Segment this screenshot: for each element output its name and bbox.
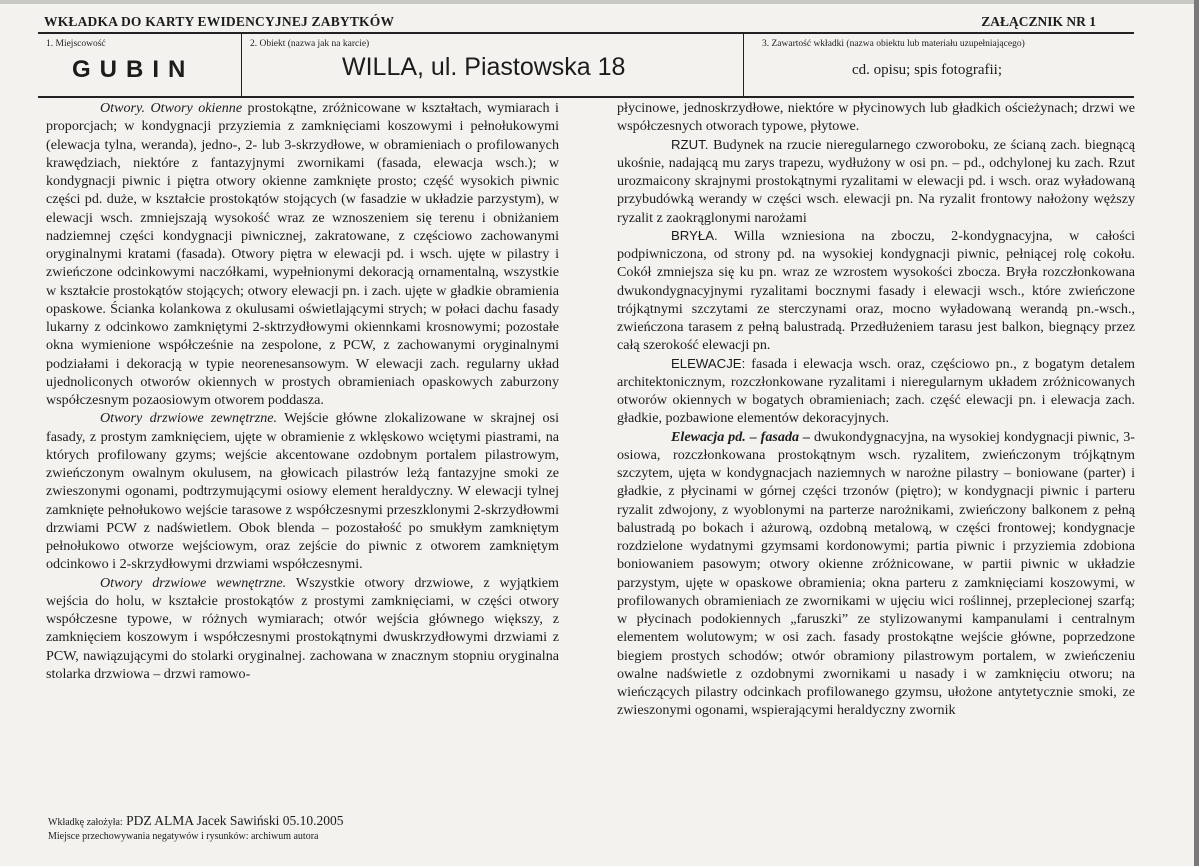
paragraph-lead: Otwory. [100, 100, 146, 116]
field-value: GUBIN [72, 56, 195, 83]
paragraph-lead: Elewacja pd. – fasada – [671, 428, 811, 445]
paragraph-text: Budynek na rzucie nieregularnego czworoboku, ze ścianą zach. biegnącą ukośnie, nadającą mu zarys trapezu, wydłużony w osi pn. – pd., odchylonej ku zach. Rzut urozmaicony skrajnymi prostokątnymi ryzalitami w elewacji pd. i wsch. oraz wyładowaną przybudówką werandy w części wsch. elewacji pn. Na ryzalit frontowy nałożony węższy ryzalit z zaokrąglonymi narożami [617, 136, 1135, 226]
left-column [46, 99, 559, 683]
field-label: 1. Miejscowość [46, 39, 106, 49]
right-column [617, 99, 1135, 720]
paragraph-text: fasada i elewacja wsch. oraz, częściowo pn., z bogatym detalem architektonicznym, rozczłonkowane ryzalitami i nieregularnym układem zróżnicowanych otworów okiennych w bogatych obramieniach; zach. część elewacji pn. i elewacja zach. gładkie, pozbawione elementów dekoracyjnych. [617, 355, 1135, 427]
paragraph-text: Willa wzniesiona na zboczu, 2-kondygnacyjna, w całości podpiwniczona, od strony pd. na wysokiej kondygnacji piwnic, pełniącej rolę cokołu. Cokół zmniejsza się ku pn. wraz ze wzrostem wysokości zbocza. Bryła rozczłonkowana dwukondygnacyjnymi ryzalitami bocznymi fasady i elewacji wsch., które zwieńczone trójkątnymi szczytami ze sterczynami oraz, mocno wyładowaną werandą pn.-wsch., zwieńczona tarasem z pełną balustradą. Przedłużeniem tarasu jest balkon, biegnący przez całą szerokość elewacji pn. [617, 227, 1135, 354]
footer-author-label: Wkładkę założyła: [48, 817, 123, 828]
footer-author [48, 813, 344, 829]
paragraph-rzut [617, 136, 1135, 227]
header [44, 14, 1096, 32]
paragraph-drzwi-wewnetrzne [46, 574, 559, 684]
paragraph-lead: Otwory drzwiowe wewnętrzne. [100, 574, 287, 591]
paragraph-lead: BRYŁA. [671, 227, 718, 243]
paragraph-text: prostokątne, zróżnicowane w kształtach, wymiarach i proporcjach; w kondygnacji przyziemia z zamknięciami koszowymi i pełnołukowymi (elewacja tylna, weranda), jedno-, 2- lub 3-skrzydłowe, w obramieniach o profilowanych krawędziach, niektóre z fantazyjnymi zwornikami (fasada, elewacja wsch.); w kondygnacji piwnic i piętra otwory okienne zamknięte prosto; część wysokich piwnic części pd. duże, w kształcie prostokątów stojących (w fasadzie w układzie parzystym), w elewacji wsch. zmniejszają wysokość wraz ze wznoszeniem się terenu i obniżaniem nadziemnej części kondygnacji piwnicznej, zakratowane, z częściowo zachowanymi oryginalnymi kratami (fasada). Otwory piętra w elewacji pd. i wsch. ujęte w pilastry i zwieńczone odcinkowymi naczółkami, wypełnionymi dekoracją ornamentalną, wszystkie w kształcie prostokątów stojących; otwory elewacji pn. i zach. ujęte w gładkie obramienia opaskowe. Ścianka kolankowa z okulusami oświetlającymi strych; w połaci dachu fasady lukarny z odcinkowo zamkniętymi 2-sktrzydłowymi okiennkami krosnowymi; pozostałe okna wymienione współcześnie na zespolone, z PCW, z zachowanymi oryginalnymi podziałami i dekoracją w typie neorenesansowym. W elewacji zach. regularny układ ujednoliconych otworów okiennych w prostych obramieniach opaskowych zaburzony współczesnym pozaosiowym otworem poddasza. [46, 100, 559, 408]
paragraph-continuation [617, 99, 1135, 136]
paragraph-lead: ELEWACJE: [671, 355, 746, 371]
paragraph-text: dwukondygnacyjna, na wysokiej kondygnacji piwnic, 3-osiowa, rozczłonkowana prostokątnym wsch. ryzalitem, zwieńczonym trójkątnym szczytem, ujęta w kondygnacjach naziemnych w narożne pilastry – boniowane (parter) i gładkie, z płycinami w górnej części trzonów (piętro); w kondygnacji piwnic i parteru ryzalit zdwojony, z wyoblonymi na parterze narożnikami, zwieńczony balkonem z pełną balustradą po bokach i ażurową, ozdobną metalową, w części frontowej; kondygnacje rozdzielone wydatnymi gzymsami kordonowymi; partia piwnic i przyziemia zdobiona boniowaniem pasowym; otwory okienne zróżnicowane, w partii piwnic w układzie parzystym, ujęte w opaskowe obramienia; okna parteru z zamknięciami koszowymi, w profilowanych obramieniach ze zwornikami w ujęciu wici roślinnej, przeplecionej szarfą; w płycinach podokiennych „faruszki” ze stylizowanymi kampanulami i centralnym elementem wolutowym; w osi zach. fasady prostokątne wejście główne, poprzedzone biegiem prostych schodów; otwór obramiony pilastrowym portalem, w zwieńczeniu owalne nadświetle z ozdobnymi zwornikami u nasady i w zamknięciu otworu; na wieńczących pilastry odcinkach profilowanego gzymsu, ułożone antytetycznie smoki, ze zwieszonymi ogonami, wspierającymi heraldyczny zwornik [617, 428, 1135, 719]
paragraph-text: Wszystkie otwory drzwiowe, z wyjątkiem wejścia do holu, w kształcie prostokątów z prostymi zamknięciami, w części otwory współczesne typowe, w różnych wymiarach; otwór wejścia głównego większy, z zamknięciem koszowym i współczesnymi prostokątnymi dwuskrzydłowymi drzwiami z PCW, nawiązującymi do stolarki oryginalnej. zachowana w znacznym stopniu oryginalna stolarka drzwiowa – drzwi ramowo- [46, 574, 559, 682]
paragraph-drzwi-zewnetrzne [46, 409, 559, 573]
paragraph-lead: Otwory okienne [150, 100, 243, 116]
paragraph-text: Wejście główne zlokalizowane w skrajnej osi fasady, z prostym zamknięciem, ujęte w obramienie z wklęskowo wciętymi piastrami, na których profilowany gzyms; wejście akcentowane ozdobnym portalem pilastrowym, zwieńczonym owalnym okulusem, na głowicach pilastrów leżą fantazyjne smoki ze zwieszonymi ogonami, podtrzymującymi osiowy element heraldyczny. W elewacji tylnej zamknięte pełnołukowo wejście tarasowe z współczesnymi przeszklonymi 2-skrzydłowmi drzwiami PCW z nadświetlem. Obok blenda – pozostałość po smukłym zamkniętym pełnołukowo otworze wejściowym, oraz zejście do piwnic z otworem zamkniętym odcinkowo i 2-skrzydłowymi drzwiami współczesnymi. [46, 410, 559, 573]
footer-storage: Miejsce przechowywania negatywów i rysunków: archiwum autora [48, 831, 319, 842]
paragraph-bryla [617, 227, 1135, 355]
paragraph-text: płycinowe, jednoskrzydłowe, niektóre w płycinowych lub gładkich ościeżynach; drzwi we współczesnych otworach typowe, płytowe. [617, 100, 1135, 135]
document-title: WKŁADKA DO KARTY EWIDENCYJNEJ ZABYTKÓW [44, 14, 395, 29]
paragraph-lead: RZUT. [671, 136, 709, 152]
scan-edge-right [1194, 0, 1199, 866]
field-value: cd. opisu; spis fotografii; [852, 62, 1002, 78]
field-label: 2. Obiekt (nazwa jak na karcie) [250, 39, 370, 49]
field-label: 3. Zawartość wkładki (nazwa obiektu lub materiału uzupełniającego) [762, 39, 1025, 49]
paragraph-otwory [46, 99, 559, 409]
field-obiekt [242, 34, 744, 98]
field-zawartosc [744, 34, 1134, 98]
paragraph-lead: Otwory drzwiowe zewnętrzne. [100, 410, 278, 427]
attachment-number: ZAŁĄCZNIK NR 1 [981, 14, 1096, 29]
footer-author-value: PDZ ALMA Jacek Sawiński 05.10.2005 [126, 813, 344, 828]
scan-edge-top [0, 0, 1199, 4]
paragraph-elewacje [617, 355, 1135, 428]
field-miejscowosc [38, 34, 242, 98]
field-value: WILLA, ul. Piastowska 18 [342, 53, 626, 81]
paragraph-fasada [617, 428, 1135, 720]
